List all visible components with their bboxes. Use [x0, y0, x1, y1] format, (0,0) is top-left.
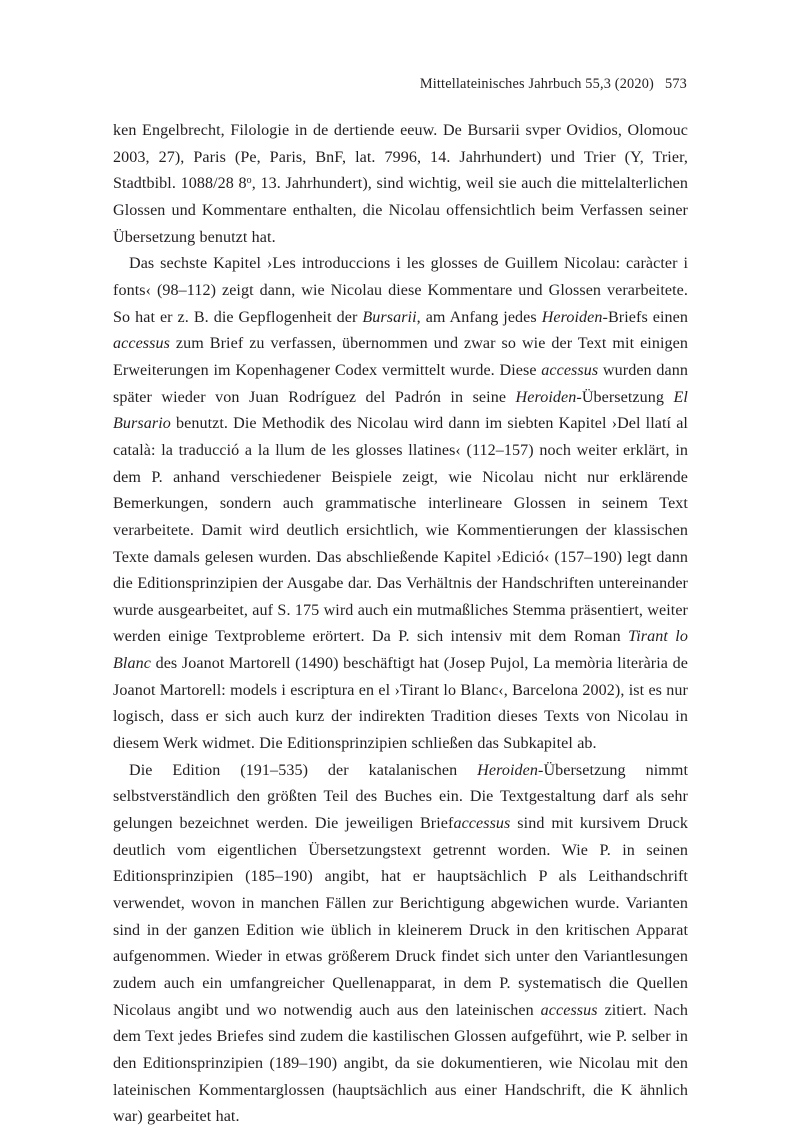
body-paragraph	[113, 118, 688, 251]
italic-run: Heroiden	[477, 761, 538, 779]
italic-run: Heroiden	[515, 388, 577, 406]
text-run: , 13. Jahrhundert), sind wichtig, weil sie auch die mittelalterlichen Glossen und Kommentare enthalten, die Nicolau offensichtlich beim Verfassen seiner Übersetzung benutzt hat.	[113, 175, 689, 246]
running-header	[113, 76, 687, 93]
body-text-block	[113, 118, 688, 1131]
text-run: zitiert. Nach dem Text jedes Briefes sind zudem die kastilischen Glossen aufgeführt, wie P. selber in den Editionsprinzipien (189–190) angibt, da sie dokumentieren, wie Nicolau mit den lateinischen Kommentarglossen (hauptsächlich aus einer Handschrift, die K ähnlich war) gearbeitet hat.	[113, 1001, 688, 1126]
italic-run: Bursarii	[362, 308, 417, 326]
text-run: -Übersetzung nimmt selbstverständlich den größten Teil des Buches ein. Die Textgestaltung darf als sehr gelungen bezeichnet werden. Die jeweiligen Brief	[113, 761, 688, 833]
text-run: , am Anfang jedes	[416, 308, 542, 326]
running-header-journal-title: Mittellateinisches Jahrbuch 55,3 (2020)	[419, 76, 654, 92]
text-run: benutzt. Die Methodik des Nicolau wird dann im siebten Kapitel ›Del llatí al català: la traducció a la llum de les glosses llatines‹ (112–157) noch weiter erklärt, in dem P. anhand verschiedener Beispiele zeigt, wie Nicolau nicht nur erklärende Bemerkungen, sondern auch grammatische interlineare Glossen in seinem Text verarbeitete. Damit wird deutlich ersichtlich, wie Kommentierungen der klassischen Texte damals gelesen wurden. Das abschließende Kapitel ›Edició‹ (157–190) legt dann die Editionsprinzipien der Ausgabe dar. Das Verhältnis der Handschriften untereinander wurde ausgearbeitet, auf S. 175 wird auch ein mutmaßliches Stemma präsentiert, weiter werden einige Textprobleme erörtert. Da P. sich intensiv mit dem Roman	[113, 415, 688, 646]
superscript-run: o	[246, 175, 252, 187]
body-paragraph	[113, 758, 688, 1131]
italic-run: accessus	[453, 815, 511, 833]
italic-run: accessus	[540, 1001, 598, 1019]
text-run: wurden dann später wieder von Juan Rodríguez del Padrón in seine	[113, 361, 688, 406]
italic-run: Heroiden	[541, 308, 603, 326]
text-run: Die Edition (191–535) der katalanischen	[129, 761, 478, 779]
text-run: zum Brief zu verfassen, übernommen und zwar so wie der Text mit einigen Erweiterungen im Kopenhagener Codex vermittelt wurde. Diese	[113, 335, 688, 379]
text-run: -Briefs einen	[602, 308, 688, 326]
text-run: ken Engelbrecht, Filologie in de dertiende eeuw. De Bursarii svper Ovidios, Olomouc 2003, 27), Paris (Pe, Paris, BnF, lat. 7996, 14. Jahrhundert) und Trier (Y, Trier, Stadtbibl. 1088/28 8	[113, 122, 688, 193]
italic-run: accessus	[541, 361, 599, 379]
text-run: Das sechste Kapitel ›Les introduccions i les glosses de Guillem Nicolau: caràcter i fonts‹ (98–112) zeigt dann, wie Nicolau diese Kommentare und Glossen verarbeitete. So hat er z. B. die Gepflogenheit der	[113, 255, 688, 326]
text-run: -Übersetzung	[576, 388, 674, 406]
italic-run: accessus	[113, 335, 170, 353]
italic-run: Tirant lo Blanc	[113, 628, 688, 673]
italic-run: El Bursario	[113, 388, 688, 433]
page-folio-number: 573	[665, 76, 687, 92]
text-run: des Joanot Martorell (1490) beschäftigt hat (Josep Pujol, La memòria literària de Joanot Martorell: models i escriptura en el ›Tirant lo Blanc‹, Barcelona 2002), ist es nur logisch, dass er sich auch kurz der indirekten Tradition dieses Texts von Nicolau in diesem Werk widmet. Die Editionsprinzipien schließen das Subkapitel ab.	[113, 655, 688, 753]
body-paragraph	[113, 251, 688, 757]
text-run: sind mit kursivem Druck deutlich vom eigentlichen Übersetzungstext getrennt worden. Wie P. in seinen Editionsprinzipien (185–190) angibt, hat er hauptsächlich P als Leithandschrift verwendet, wovon in manchen Fällen zur Berichtigung abgewichen wurde. Varianten sind in der ganzen Edition wie üblich in kleinerem Druck in den kritischen Apparat aufgenommen. Wieder in etwas größerem Druck findet sich unter den Variantlesungen zudem auch ein umfangreicher Quellenapparat, in dem P. systematisch die Quellen Nicolaus angibt und wo notwendig auch aus den lateinischen	[113, 815, 688, 1019]
